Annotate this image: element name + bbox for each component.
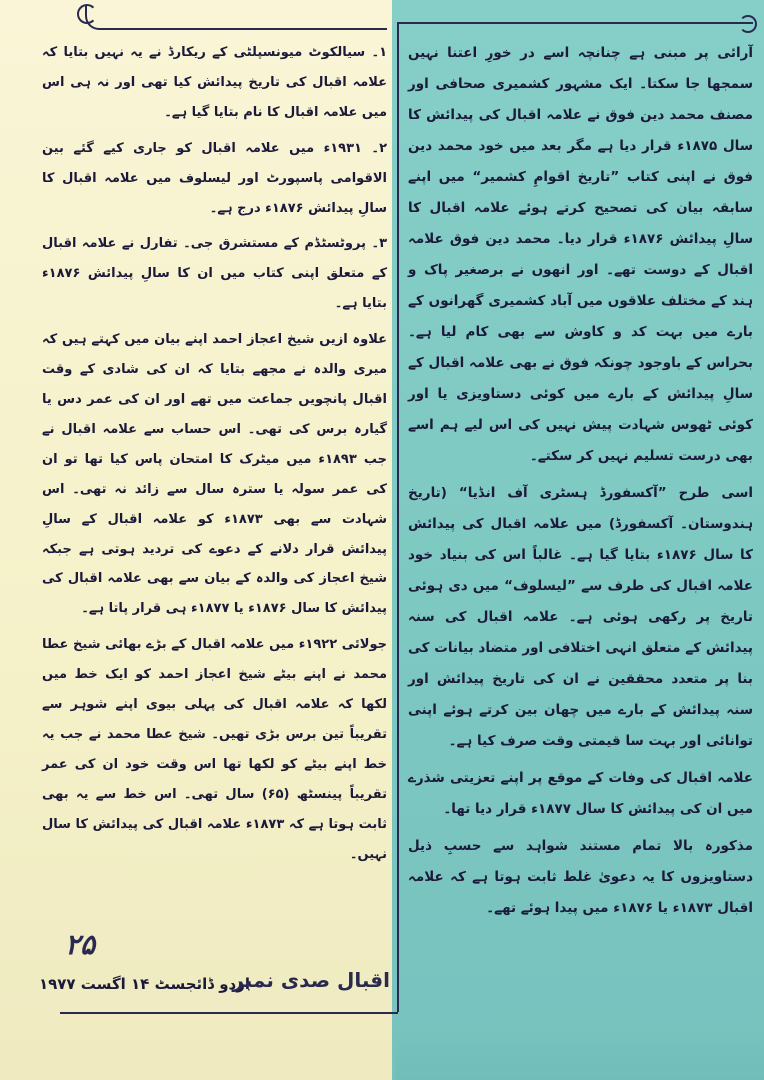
left-paragraph-4: علاوہ ازیں شیخ اعجاز احمد اپنے بیان میں کہتے ہیں کہ میری والدہ نے مجھے بتایا کہ ان کی شادی کے وقت اقبال پانچویں جماعت میں تھے اور ان کی عمر دس یا گیارہ برس کی تھی۔ اس حساب سے علامہ اقبال نے جب ۱۸۹۳ء میں میٹرک کا امتحان پاس کیا تھا تو ان کی عمر سولہ یا سترہ سال سے زائد نہ تھی۔ اس شہادت سے بھی ۱۸۷۳ء کو علامہ اقبال کے سالِ پیدائش قرار دلانے کے دعوے کی تردید ہوتی ہے جبکہ شیخ اعجاز کی والدہ کے بیان سے بھی علامہ اقبال کی پیدائش کا سال ۱۸۷۶ء یا ۱۸۷۷ء ہی قرار پاتا ہے۔ (42, 332, 387, 617)
scroll-ornament (85, 6, 387, 30)
top-rule-right (398, 22, 753, 24)
column-divider (397, 22, 399, 1012)
right-paragraph-1: آرائی پر مبنی ہے چنانچہ اسے در خورِ اعتنا نہیں سمجھا جا سکتا۔ ایک مشہور کشمیری صحافی اور مصنف محمد دین فوق نے علامہ اقبال کی پیدائش کا سال ۱۸۷۵ء قرار دیا ہے مگر بعد میں خود محمد دین فوق نے اپنی کتاب ”تاریخ اقوامِ کشمیر“ میں اپنے سابقہ بیان کی تصحیح کرتے ہوئے علامہ اقبال کا سالِ پیدائش ۱۸۷۶ء قرار دیا۔ محمد دین فوق علامہ اقبال کے دوست تھے۔ اور انھوں نے برصغیر پاک و ہند کے مختلف علاقوں میں آباد کشمیری گھرانوں کے بارے میں بہت کد و کاوش سے بھی کام لیا ہے۔ بحراس کے باوجود چونکہ فوق نے بھی علامہ اقبال کے سالِ پیدائش کے بارے میں کوئی دستاویزی یا اور کوئی ٹھوس شہادت پیش نہیں کی اس لیے ہم اسے بھی درست تسلیم نہیں کر سکتے۔ (408, 45, 753, 464)
bottom-rule-left (60, 1012, 398, 1014)
right-paragraph-3: علامہ اقبال کی وفات کے موقع پر اپنے تعزیتی شذرے میں ان کی پیدائش کا سال ۱۸۷۷ء قرار دیا تھا۔ (408, 770, 753, 817)
footer-special-issue: اقبال صدی نمبر (232, 968, 390, 992)
footer-magazine-issue: اردو ڈائجسٹ ۱۴ اگست ۱۹۷۷ (38, 975, 250, 993)
left-paragraph-1: ۱۔ سیالکوٹ میونسپلٹی کے ریکارڈ نے یہ نہیں بتایا کہ علامہ اقبال کی تاریخ پیدائش کیا تھی اور نہ ہی اس میں علامہ اقبال کا نام بتایا گیا ہے۔ (42, 45, 387, 120)
right-column (408, 38, 753, 930)
page-edge-shadow (395, 1030, 764, 1080)
page-number: ۲۵ (64, 928, 96, 961)
left-paragraph-5: جولائی ۱۹۲۲ء میں علامہ اقبال کے بڑے بھائی شیخ عطا محمد نے اپنے بیٹے شیخ اعجاز احمد کو ایک خط میں لکھا کہ علامہ اقبال کی پہلی بیوی اپنے شوہر سے تقریباً تین برس بڑی تھیں۔ شیخ عطا محمد نے جب یہ خط اپنے بیٹے کو لکھا تھا اس وقت خود ان کی عمر تقریباً پینسٹھ (۶۵) سال تھی۔ اس خط سے یہ بھی ثابت ہوتا ہے کہ ۱۸۷۳ء علامہ اقبال کی پیدائش کا سال نہیں۔ (42, 637, 387, 862)
right-paragraph-2: اسی طرح ”آکسفورڈ ہسٹری آف انڈیا“ (تاریخ ہندوستان۔ آکسفورڈ) میں علامہ اقبال کی پیدائش کا سال ۱۸۷۶ء بتایا گیا ہے۔ غالباً اس کی بنیاد خود علامہ اقبال کی طرف سے ”لیسلوف“ میں دی ہوئی تاریخ پر رکھی ہوئی ہے۔ علامہ اقبال کی سنہ پیدائش کے متعلق انہی اختلافی اور متضاد بیانات کی بنا پر متعدد محققین نے ان کی تاریخ پیدائش اور سنہ پیدائش کے بارے میں چھان بین کرتے ہوئے اپنی توانائی اور بہت سا قیمتی وقت صرف کیا ہے۔ (408, 485, 753, 749)
right-paragraph-4: مذکورہ بالا تمام مستند شواہد سے حسبِ ذیل دستاویزوں کا یہ دعویٰ غلط ثابت ہوتا ہے کہ علامہ اقبال ۱۸۷۳ء یا ۱۸۷۶ء میں پیدا ہوئے تھے۔ (408, 838, 753, 916)
left-paragraph-2: ۲۔ ۱۹۳۱ء میں علامہ اقبال کو جاری کیے گئے بین الاقوامی پاسپورٹ اور لیسلوف میں علامہ اقبال کا سالِ پیدائش ۱۸۷۶ء درج ہے۔ (42, 140, 387, 216)
left-paragraph-3: ۳۔ پروٹسٹڈم کے مستشرق جی۔ تفارل نے علامہ اقبال کے متعلق اپنی کتاب میں ان کا سالِ پیدائش ۱۸۷۶ء بتایا ہے۔ (42, 236, 387, 312)
left-column (42, 38, 387, 875)
